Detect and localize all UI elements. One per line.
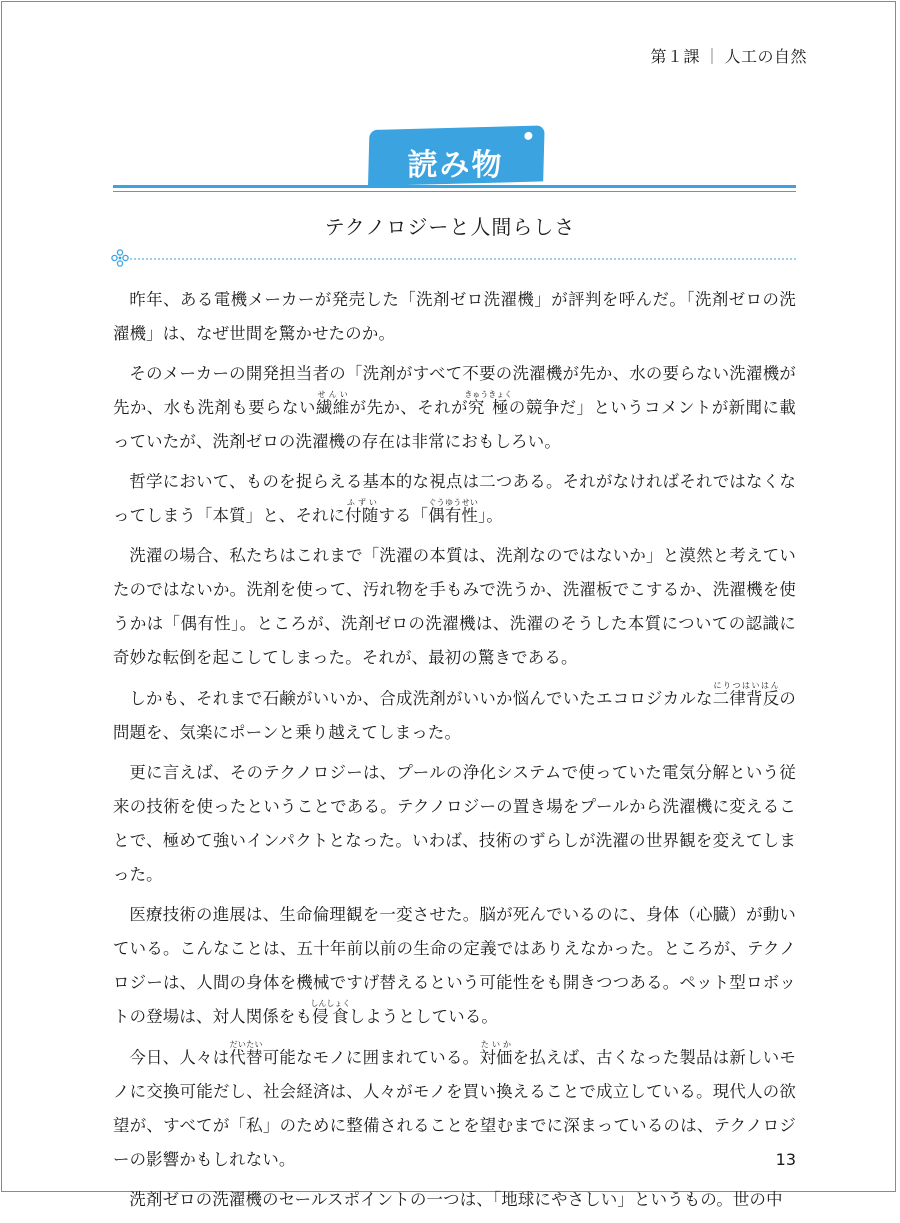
ruby-niritsuhaihan: 二律背反にりつはいはん: [712, 681, 780, 708]
lesson-number: 第１課: [650, 47, 700, 66]
ruby-guuyuusei: 偶有性ぐうゆうせい: [428, 498, 479, 525]
paragraph-8: 今日、人々は代替だいたい可能なモノに囲まれている。対価たいかを払えば、古くなった製品は新しいモノに交換可能だし、社会経済は、人々がモノを買い換えることで成立している。現代人の欲望が、すべてが「私」のために整備されることを望むまでに深まっているのは、テクノロジーの影響かもしれない。: [113, 1040, 796, 1169]
ruby-daitai: 代替だいたい: [229, 1040, 263, 1067]
article-body: [113, 283, 796, 1223]
header-separator: ｜: [703, 47, 721, 66]
paragraph-1: 昨年、ある電機メーカーが発売した「洗剤ゼロ洗濯機」が評判を呼んだ。「洗剤ゼロの洗濯機」は、なぜ世間を驚かせたのか。: [113, 290, 796, 343]
running-header: [650, 44, 807, 67]
section-rule-thick: [113, 185, 796, 188]
section-tab-label: 読み物: [407, 148, 504, 183]
paragraph-2: そのメーカーの開発担当者の「洗剤がすべて不要の洗濯機が先か、水の要らない洗濯機が先か、水も洗剤も要らない繊維せんいが先か、それが究極きゅうきょくの競争だ」というコメントが新聞に載っていたが、洗剤ゼロの洗濯機の存在は非常におもしろい。: [113, 364, 796, 451]
ruby-shinshoku: 侵食しんしょく: [310, 999, 351, 1026]
ruby-taika: 対価たいか: [479, 1040, 513, 1067]
paragraph-5: しかも、それまで石鹸がいいか、合成洗剤がいいか悩んでいたエコロジカルな二律背反にりつはいはんの問題を、気楽にポーンと乗り越えてしまった。: [113, 681, 796, 742]
tab-hole-icon: [524, 132, 532, 140]
paragraph-9: 洗剤ゼロの洗濯機のセールスポイントの一つは、「地球にやさしい」というもの。世の中: [129, 1190, 783, 1209]
section-rule-thin: [113, 191, 796, 192]
dotted-rule: [130, 258, 796, 260]
paragraph-3: 哲学において、ものを捉らえる基本的な視点は二つある。それがなければそれではなくなってしまう「本質」と、それに付随ふずいする「偶有性ぐうゆうせい」。: [113, 472, 796, 525]
diamond-ornament-icon: [111, 249, 129, 267]
article-title: テクノロジーと人間らしさ: [324, 215, 576, 239]
ruby-fuzui: 付随ふずい: [345, 498, 379, 525]
paragraph-7: 医療技術の進展は、生命倫理観を一変させた。脳が死んでいるのに、身体（心臓）が動いている。こんなことは、五十年前以前の生命の定義ではありえなかった。ところが、テクノロジーは、人間の身体を機械ですげ替えるという可能性をも開きつつある。ペット型ロボットの登場は、対人関係をも侵食しんしょくしようとしている。: [113, 905, 796, 1026]
page-number: 13: [775, 1150, 796, 1169]
paragraph-6: 更に言えば、そのテクノロジーは、プールの浄化システムで使っていた電気分解という従来の技術を使ったということである。テクノロジーの置き場をプールから洗濯機に変えることで、極めて強いインパクトとなった。いわば、技術のずらしが洗濯の世界観を変えてしまった。: [113, 763, 796, 884]
ruby-sen-i: 繊維せんい: [315, 390, 350, 417]
ruby-kyuukyoku: 究極きゅうきょく: [464, 390, 513, 417]
lesson-title: 人工の自然: [724, 47, 807, 66]
paragraph-4: 洗濯の場合、私たちはこれまで「洗濯の本質は、洗剤なのではないか」と漠然と考えていたのではないか。洗剤を使って、汚れ物を手もみで洗うか、洗濯板でこするか、洗濯機を使うかは「偶有性」。ところが、洗剤ゼロの洗濯機は、洗濯のそうした本質についての認識に奇妙な転倒を起こしてしまった。それが、最初の驚きである。: [113, 546, 796, 667]
